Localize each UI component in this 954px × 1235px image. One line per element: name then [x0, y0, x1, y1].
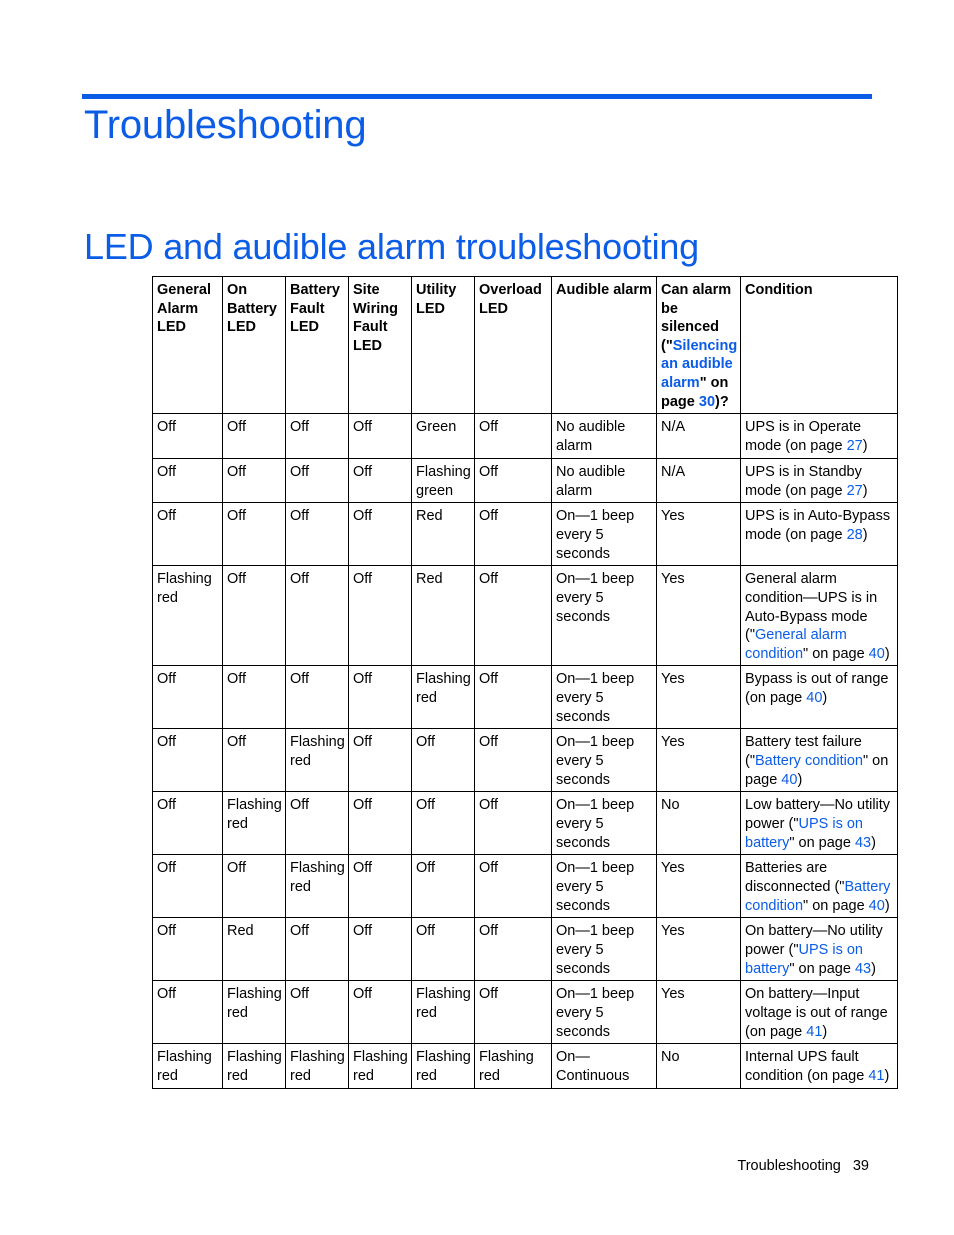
cell-can-be-silenced: Yes — [657, 918, 741, 981]
table-row — [153, 855, 898, 918]
header-utility-led: Utility LED — [412, 277, 475, 414]
condition-text-mid: " on page — [745, 752, 889, 788]
cell-utility-led: Flashing red — [412, 1044, 475, 1088]
page-footer — [737, 1158, 869, 1174]
cell-overload-led: Off — [475, 666, 552, 729]
condition-text-mid: " on page — [803, 645, 869, 662]
cell-general-alarm-led: Flashing red — [153, 566, 223, 666]
cell-audible-alarm: On—1 beep every 5 seconds — [552, 729, 657, 792]
condition-text: Batteries are disconnected (" — [745, 860, 845, 895]
cell-condition — [741, 918, 898, 981]
condition-text-end: ) — [884, 897, 890, 914]
condition-text-end: ) — [822, 1023, 828, 1040]
cell-general-alarm-led: Off — [153, 503, 223, 566]
cell-condition — [741, 981, 898, 1044]
header-general-alarm-led: General Alarm LED — [153, 277, 223, 414]
cell-utility-led: Off — [412, 792, 475, 855]
condition-link[interactable]: Battery condition — [745, 878, 891, 914]
cell-utility-led: Flashing green — [412, 459, 475, 503]
cell-battery-fault-led: Off — [286, 503, 349, 566]
cell-battery-fault-led: Off — [286, 918, 349, 981]
cell-overload-led: Off — [475, 792, 552, 855]
cell-on-battery-led: Flashing red — [223, 792, 286, 855]
cell-utility-led: Off — [412, 729, 475, 792]
cell-site-wiring-fault-led: Off — [349, 666, 412, 729]
cell-overload-led: Off — [475, 503, 552, 566]
condition-page-link[interactable]: 40 — [868, 897, 885, 914]
cell-can-be-silenced: Yes — [657, 981, 741, 1044]
condition-text: Low battery—No utility power (" — [745, 797, 891, 832]
header-battery-fault-led: Battery Fault LED — [286, 277, 349, 414]
footer-section-label: Troubleshooting — [737, 1158, 841, 1174]
cell-on-battery-led: Flashing red — [223, 1044, 286, 1088]
condition-link[interactable]: UPS is on battery — [745, 815, 863, 851]
cell-battery-fault-led: Flashing red — [286, 729, 349, 792]
table-row — [153, 1044, 898, 1088]
section-title: LED and audible alarm troubleshooting — [84, 226, 700, 267]
cell-on-battery-led: Off — [223, 459, 286, 503]
cell-condition — [741, 459, 898, 503]
cell-site-wiring-fault-led: Off — [349, 729, 412, 792]
condition-text-end: ) — [822, 689, 828, 706]
cell-can-be-silenced: No — [657, 1044, 741, 1088]
condition-text-end: ) — [797, 771, 803, 788]
cell-site-wiring-fault-led: Off — [349, 855, 412, 918]
cell-on-battery-led: Off — [223, 729, 286, 792]
condition-text: UPS is in Standby mode (on page — [745, 464, 862, 499]
cell-condition — [741, 729, 898, 792]
table-row — [153, 666, 898, 729]
condition-page-link[interactable]: 40 — [868, 645, 885, 662]
condition-link[interactable]: Battery condition — [754, 752, 863, 769]
header-condition: Condition — [741, 277, 898, 414]
cell-can-be-silenced: Yes — [657, 729, 741, 792]
cell-on-battery-led: Flashing red — [223, 981, 286, 1044]
cell-can-be-silenced: Yes — [657, 566, 741, 666]
condition-text: Battery test failure (" — [745, 734, 862, 769]
header-silence-text-mid: " on page — [661, 374, 729, 410]
table-row — [153, 459, 898, 503]
condition-page-link[interactable]: 27 — [846, 437, 863, 454]
condition-text: General alarm condition—UPS is in Auto-Bypass mode (" — [745, 571, 878, 644]
table-row — [153, 566, 898, 666]
condition-link[interactable]: General alarm condition — [745, 627, 847, 662]
cell-audible-alarm: On—Continuous — [552, 1044, 657, 1088]
cell-condition — [741, 666, 898, 729]
cell-general-alarm-led: Off — [153, 666, 223, 729]
header-site-wiring-fault-led: Site Wiring Fault LED — [349, 277, 412, 414]
condition-page-link[interactable]: 43 — [854, 960, 872, 977]
cell-audible-alarm: No audible alarm — [552, 414, 657, 459]
header-overload-led: Overload LED — [475, 277, 552, 414]
condition-text: Bypass is out of range (on page — [745, 671, 889, 706]
cell-can-be-silenced: N/A — [657, 414, 741, 459]
condition-text-end: ) — [862, 437, 868, 454]
cell-condition — [741, 414, 898, 459]
cell-battery-fault-led: Off — [286, 792, 349, 855]
cell-condition — [741, 855, 898, 918]
cell-general-alarm-led: Off — [153, 414, 223, 459]
cell-on-battery-led: Off — [223, 566, 286, 666]
cell-condition — [741, 1044, 898, 1088]
condition-page-link[interactable]: 40 — [806, 689, 823, 706]
header-can-be-silenced — [657, 277, 741, 414]
condition-text: On battery—No utility power (" — [745, 923, 883, 958]
condition-text: Internal UPS fault condition (on page — [745, 1049, 869, 1084]
cell-can-be-silenced: Yes — [657, 666, 741, 729]
cell-audible-alarm: On—1 beep every 5 seconds — [552, 566, 657, 666]
condition-page-link[interactable]: 43 — [854, 834, 872, 851]
table-row — [153, 503, 898, 566]
condition-page-link[interactable]: 41 — [806, 1023, 823, 1040]
condition-link[interactable]: UPS is on battery — [745, 941, 863, 977]
cell-general-alarm-led: Off — [153, 918, 223, 981]
cell-audible-alarm: On—1 beep every 5 seconds — [552, 918, 657, 981]
condition-page-link[interactable]: 27 — [846, 482, 863, 499]
cell-on-battery-led: Off — [223, 855, 286, 918]
condition-page-link[interactable]: 28 — [846, 526, 863, 543]
cell-site-wiring-fault-led: Off — [349, 566, 412, 666]
condition-text: UPS is in Auto-Bypass mode (on page — [745, 508, 891, 543]
cell-audible-alarm: On—1 beep every 5 seconds — [552, 981, 657, 1044]
cell-site-wiring-fault-led: Off — [349, 918, 412, 981]
cell-utility-led: Off — [412, 855, 475, 918]
cell-on-battery-led: Off — [223, 414, 286, 459]
header-silence-text-end: )? — [715, 393, 729, 410]
cell-battery-fault-led: Off — [286, 566, 349, 666]
condition-text-end: ) — [871, 834, 876, 851]
table-row — [153, 918, 898, 981]
cell-site-wiring-fault-led: Off — [349, 792, 412, 855]
cell-can-be-silenced: Yes — [657, 503, 741, 566]
cell-general-alarm-led: Flashing red — [153, 1044, 223, 1088]
cell-battery-fault-led: Off — [286, 981, 349, 1044]
cell-condition — [741, 503, 898, 566]
table-header-row — [153, 277, 898, 414]
chapter-rule — [82, 94, 872, 99]
cell-battery-fault-led: Off — [286, 666, 349, 729]
cell-site-wiring-fault-led: Off — [349, 503, 412, 566]
cell-can-be-silenced: Yes — [657, 855, 741, 918]
table-row — [153, 792, 898, 855]
cell-general-alarm-led: Off — [153, 792, 223, 855]
condition-text: On battery—Input voltage is out of range (on page — [745, 986, 888, 1040]
cell-audible-alarm: No audible alarm — [552, 459, 657, 503]
cell-general-alarm-led: Off — [153, 855, 223, 918]
table-row — [153, 729, 898, 792]
cell-battery-fault-led: Flashing red — [286, 1044, 349, 1088]
condition-text-end: ) — [884, 645, 890, 662]
condition-text-end: ) — [862, 482, 868, 499]
cell-overload-led: Off — [475, 918, 552, 981]
cell-site-wiring-fault-led: Off — [349, 981, 412, 1044]
cell-utility-led: Flashing red — [412, 981, 475, 1044]
condition-text-mid: " on page — [789, 834, 855, 851]
condition-text-end: ) — [871, 960, 876, 977]
condition-text-end: ) — [862, 526, 868, 543]
silencing-alarm-link[interactable]: Silencing an audible alarm — [661, 337, 738, 391]
footer-page-number: 39 — [852, 1158, 869, 1174]
cell-battery-fault-led: Flashing red — [286, 855, 349, 918]
cell-condition — [741, 566, 898, 666]
cell-overload-led: Off — [475, 566, 552, 666]
cell-can-be-silenced: N/A — [657, 459, 741, 503]
cell-battery-fault-led: Off — [286, 414, 349, 459]
cell-utility-led: Off — [412, 918, 475, 981]
cell-site-wiring-fault-led: Off — [349, 459, 412, 503]
chapter-title: Troubleshooting — [84, 103, 367, 147]
cell-utility-led: Red — [412, 566, 475, 666]
cell-site-wiring-fault-led: Flashing red — [349, 1044, 412, 1088]
silencing-page-link[interactable]: 30 — [698, 393, 716, 410]
table-row — [153, 981, 898, 1044]
cell-audible-alarm: On—1 beep every 5 seconds — [552, 503, 657, 566]
cell-site-wiring-fault-led: Off — [349, 414, 412, 459]
cell-audible-alarm: On—1 beep every 5 seconds — [552, 855, 657, 918]
condition-text: UPS is in Operate mode (on page — [745, 419, 862, 454]
cell-battery-fault-led: Off — [286, 459, 349, 503]
cell-overload-led: Off — [475, 981, 552, 1044]
cell-on-battery-led: Off — [223, 666, 286, 729]
condition-text-mid: " on page — [803, 897, 869, 914]
cell-utility-led: Red — [412, 503, 475, 566]
header-silence-text: Can alarm be silenced (" — [661, 282, 732, 354]
cell-overload-led: Off — [475, 855, 552, 918]
cell-overload-led: Flashing red — [475, 1044, 552, 1088]
cell-utility-led: Green — [412, 414, 475, 459]
cell-on-battery-led: Red — [223, 918, 286, 981]
condition-page-link[interactable]: 40 — [781, 771, 798, 788]
condition-text-mid: " on page — [789, 960, 855, 977]
cell-on-battery-led: Off — [223, 503, 286, 566]
header-on-battery-led: On Battery LED — [223, 277, 286, 414]
cell-utility-led: Flashing red — [412, 666, 475, 729]
condition-page-link[interactable]: 41 — [868, 1067, 885, 1084]
cell-general-alarm-led: Off — [153, 729, 223, 792]
table-row — [153, 414, 898, 459]
cell-overload-led: Off — [475, 729, 552, 792]
cell-condition — [741, 792, 898, 855]
cell-audible-alarm: On—1 beep every 5 seconds — [552, 792, 657, 855]
cell-general-alarm-led: Off — [153, 981, 223, 1044]
cell-general-alarm-led: Off — [153, 459, 223, 503]
header-audible-alarm: Audible alarm — [552, 277, 657, 414]
cell-can-be-silenced: No — [657, 792, 741, 855]
cell-overload-led: Off — [475, 414, 552, 459]
led-alarm-table — [152, 276, 898, 1089]
cell-overload-led: Off — [475, 459, 552, 503]
condition-text-end: ) — [884, 1067, 890, 1084]
cell-audible-alarm: On—1 beep every 5 seconds — [552, 666, 657, 729]
